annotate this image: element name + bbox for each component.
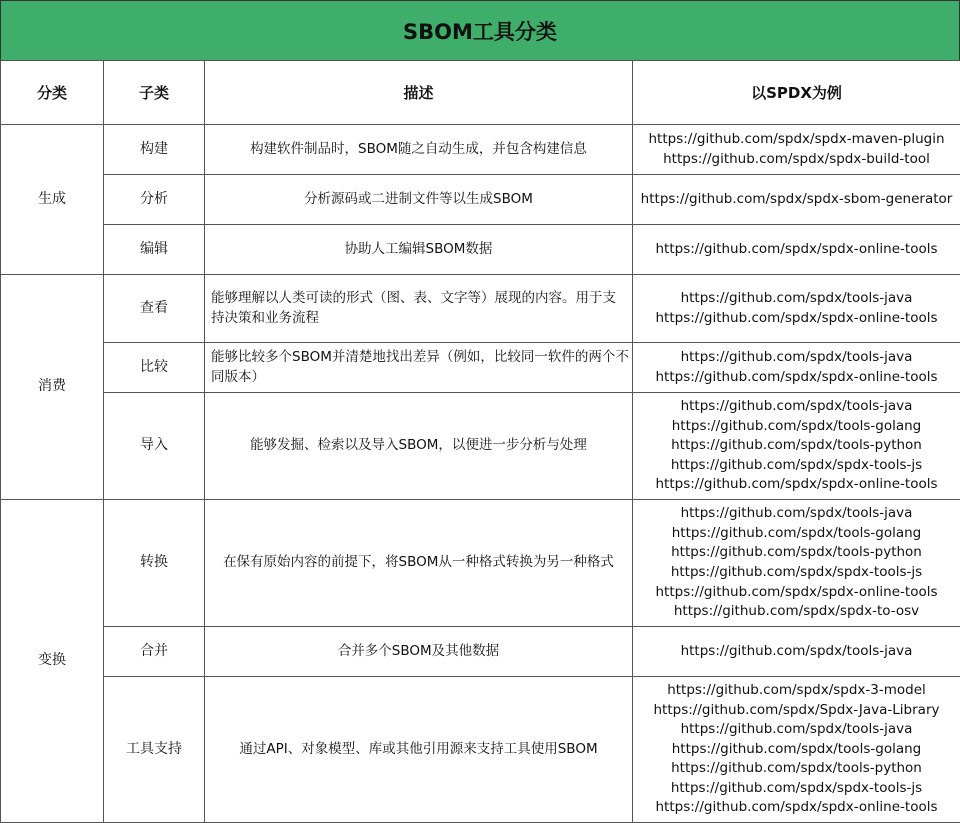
link-text[interactable]: https://github.com/spdx/spdx-tools-js [670,564,923,580]
link-text[interactable]: https://github.com/spdx/spdx-online-tools [655,368,938,385]
link-text[interactable]: https://github.com/spdx/spdx-tools-js [670,456,923,473]
link-text[interactable]: https://github.com/spdx/tools-java [680,721,913,738]
link-text[interactable]: https://github.com/spdx/tools-golang [671,740,922,757]
table-row [1,393,960,500]
link-text[interactable]: https://github.com/spdx/spdx-online-tools [655,240,938,257]
link-text[interactable]: https://github.com/spdx/tools-java [680,348,913,365]
link-text[interactable]: https://github.com/spdx/spdx-maven-plugin [648,130,945,147]
table-row [1,225,960,275]
header-description: 描述 [205,61,633,125]
description-cell: 能够发掘、检索以及导入SBOM，以便进一步分析与处理 [205,393,633,500]
link-text[interactable]: https://github.com/spdx/Spdx-Java-Library [653,701,940,718]
link-text[interactable]: https://github.com/spdx/spdx-build-tool [663,150,930,167]
links-cell [633,677,960,823]
subcategory-cell: 工具支持 [104,677,205,823]
link-text[interactable]: https://github.com/spdx/tools-java [680,642,913,659]
links-cell [633,627,960,677]
subcategory-cell: 合并 [104,627,205,677]
description-cell: 分析源码或二进制文件等以生成SBOM [205,175,633,225]
link-text[interactable]: https://github.com/spdx/spdx-online-tools [655,309,938,326]
subcategory-cell: 转换 [104,500,205,627]
description-cell: 协助人工编辑SBOM数据 [205,225,633,275]
link-text[interactable]: https://github.com/spdx/tools-java [680,289,913,306]
links-cell [633,125,960,175]
sbom-tool-table [0,60,960,823]
description-cell: 构建软件制品时，SBOM随之自动生成，并包含构建信息 [205,125,633,175]
link-text[interactable]: https://github.com/spdx/tools-python [671,760,922,777]
table-row [1,175,960,225]
table-row [1,627,960,677]
links-cell [633,275,960,343]
link-text[interactable]: https://github.com/spdx/tools-java [680,505,913,522]
page-title: SBOM工具分类 [0,0,960,61]
subcategory-cell: 比较 [104,343,205,393]
subcategory-cell: 导入 [104,393,205,500]
links-cell [633,343,960,393]
links-cell [633,175,960,225]
subcategory-cell: 构建 [104,125,205,175]
link-text[interactable]: https://github.com/spdx/spdx-tools-js [670,779,923,796]
links-cell [633,393,960,500]
category-cell: 消费 [1,275,104,500]
link-text[interactable]: https://github.com/spdx/spdx-online-tools [655,799,938,816]
links-cell [633,225,960,275]
table-row [1,677,960,823]
links-cell [633,500,960,627]
subcategory-cell: 分析 [104,175,205,225]
link-text[interactable]: https://github.com/spdx/tools-golang [671,524,922,541]
link-text[interactable]: https://github.com/spdx/spdx-online-tools [655,476,938,493]
description-cell: 在保有原始内容的前提下，将SBOM从一种格式转换为另一种格式 [205,500,633,627]
link-text[interactable]: https://github.com/spdx/spdx-to-osv [673,603,920,620]
description-cell: 合并多个SBOM及其他数据 [205,627,633,677]
link-text[interactable]: https://github.com/spdx/spdx-online-tools [655,583,938,600]
link-text[interactable]: https://github.com/spdx/tools-python [671,544,922,561]
header-example: 以SPDX为例 [633,61,960,125]
table-row [1,343,960,393]
link-text[interactable]: https://github.com/spdx/tools-java [680,398,913,415]
subcategory-cell: 编辑 [104,225,205,275]
link-text[interactable]: https://github.com/spdx/tools-python [671,437,922,454]
link-text[interactable]: https://github.com/spdx/tools-golang [671,417,922,434]
table-row [1,125,960,175]
header-subcategory: 子类 [104,61,205,125]
description-cell: 能够理解以人类可读的形式（图、表、文字等）展现的内容。用于支持决策和业务流程 [205,275,633,343]
header-row [1,61,960,125]
link-text[interactable]: https://github.com/spdx/spdx-sbom-generator [640,190,953,207]
link-text[interactable]: https://github.com/spdx/spdx-3-model [667,681,926,698]
description-cell: 能够比较多个SBOM并清楚地找出差异（例如，比较同一软件的两个不同版本） [205,343,633,393]
category-cell: 生成 [1,125,104,275]
table-row [1,500,960,627]
description-cell: 通过API、对象模型、库或其他引用源来支持工具使用SBOM [205,677,633,823]
subcategory-cell: 查看 [104,275,205,343]
table-row [1,275,960,343]
category-cell: 变换 [1,500,104,823]
header-category: 分类 [1,61,104,125]
